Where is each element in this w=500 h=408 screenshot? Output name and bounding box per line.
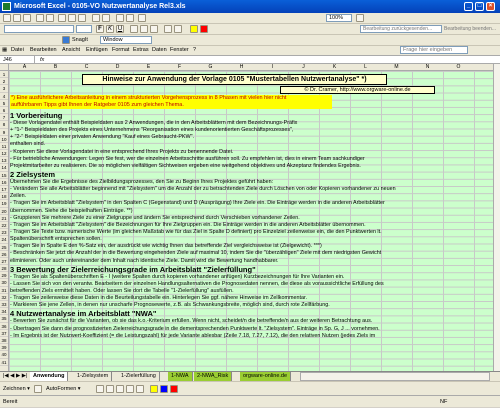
instruction-line[interactable]: betreffenden Ziels ermittelt haben. Oder lassen Sie dort die Tabelle "1-Zielerfüllung" ausfüllen. [10, 287, 234, 294]
draw-menu[interactable]: Zeichnen ▾ [3, 386, 30, 392]
title-bar [0, 0, 500, 13]
note-cell[interactable] [10, 95, 332, 109]
row-header[interactable]: 40 [1, 352, 7, 358]
instruction-line[interactable]: - Markieren Sie jene Zellen, in denen nur unscharfe Prognosewerte, z.B. als Schwankungsbreite, möglich sind, durch rote Zellfärbung. [10, 302, 330, 309]
instruction-line[interactable]: - Tragen Sie zeilenweise diese Daten in die Beurteilungstabelle ein. Hinterlegen Sie ggf. nähere Hinweise im Zellkommentar. [10, 295, 307, 302]
maximize-icon[interactable]: □ [475, 2, 484, 11]
menu-extras[interactable]: Extras [133, 47, 149, 53]
underline-icon[interactable]: U [117, 26, 123, 32]
horizontal-scrollbar[interactable] [300, 372, 490, 381]
font-name-select[interactable] [4, 25, 74, 33]
sort-icon[interactable] [126, 14, 134, 22]
tab-1-zielerfuellung[interactable]: 1-Zielerfüllung [118, 372, 160, 381]
menu-datei[interactable]: Datei [11, 47, 24, 53]
instruction-line[interactable]: - Verändern Sie alle Arbeitsblätter beginnend mit "Zielsystem" um die Anzahl der zu betrachtenden Ziele durch Löschen von oder Kopieren vorhandener zu neuen [10, 186, 396, 193]
help-question-input[interactable]: Frage hier eingeben [400, 46, 468, 54]
column-header[interactable]: A [22, 64, 27, 70]
row-header[interactable]: 14 [1, 165, 7, 171]
menu-format[interactable]: Format [112, 47, 130, 53]
formatting-toolbar [0, 24, 500, 35]
tab-1-zielsystem[interactable]: 1-Zielsystem [74, 372, 112, 381]
zoom-select[interactable]: 100% [326, 14, 352, 22]
row-header[interactable]: 6 [0, 107, 8, 114]
instruction-line[interactable]: - Für betriebliche Anwendungen: Legen Sie fest, wer die einzelnen Arbeitsschritte ausführen soll. Zu empfehlen ist, dies in einem Team sachkundiger [10, 155, 365, 162]
instruction-line[interactable]: - Im Ergebnis ist der Nutzwert-Koeffizient (= die Leistungszahl) für jede Variante ablesbar (Zeile 7.18, 7.27, 7.12), die den relativen Nutzen (jedes Ziels im [10, 332, 376, 339]
row-header[interactable]: 2 [0, 78, 8, 85]
row-header[interactable]: 28 [1, 266, 7, 272]
row-header[interactable]: 39 [1, 345, 7, 351]
hint-title-cell[interactable]: Hinweise zur Anwendung der Vorlage 0105 "Mustertabellen Nutzwertanalyse" *) [82, 74, 387, 85]
close-icon[interactable]: × [486, 2, 495, 11]
column-header[interactable]: H [239, 64, 244, 70]
autosum-icon[interactable] [116, 14, 124, 22]
instruction-line[interactable]: - Beschränken Sie jetzt die Anzahl der in die Bewertung eingehenden Ziele auf maximal 10, indem Sie die "überzähligen" Ziele mit dem niedrigsten Gewicht [10, 250, 382, 257]
standard-toolbar [0, 13, 500, 24]
menu-fenster[interactable]: Fenster [170, 47, 189, 53]
row-header[interactable]: 9 [0, 129, 8, 136]
font-size-select[interactable] [76, 25, 92, 33]
row-header[interactable]: 17 [1, 187, 7, 192]
section-heading[interactable]: 4 Nutzwertanalyse im Arbeitsblatt "NWA" [10, 309, 157, 319]
textbox-icon[interactable] [136, 385, 144, 393]
note-line: aufführbaren Tipps gibt Ihnen der Ratgeber 0105 zum gleichen Thema. [11, 102, 184, 108]
row-header[interactable]: 16 [1, 179, 7, 185]
undo-icon[interactable] [92, 14, 100, 22]
end-review-button[interactable]: Bearbeitung beenden... [444, 26, 496, 32]
instruction-line[interactable]: - Bewerten Sie zunächst für die Varianten, ob sie das k.o.-Kriterium erfüllen. Wenn nicht, scheidet/n die betreffende/n aus der weiteren Betrachtung aus. [10, 318, 373, 325]
row-header[interactable]: 31 [1, 287, 7, 293]
instruction-line[interactable]: - Übertragen Sie dann die prognostizierten Zielerreichungsgrade in die dementsprechenden Punktwerte lt. "Zielsystem". Einträge in Sp. G, J ... vornehmen. [10, 325, 380, 332]
instruction-line[interactable]: - Tragen Sie im Arbeitsblatt "Zielsystem" die Bezeichnungen für Ihre Zielgruppen ein. Die Einträge werden in die anderen Arbeitsblätter übernommen. [10, 221, 366, 228]
sheet-tab-bar [0, 371, 500, 381]
note-line: *) Eine ausführlichere Arbeitsanleitung in einem strukturierten Vorgehensprozess in 8 Phasen mit vielen hier nicht [11, 95, 287, 101]
text-color-icon[interactable] [170, 385, 178, 393]
column-header[interactable]: N [425, 64, 430, 70]
row-header[interactable]: 10 [1, 136, 7, 142]
column-header[interactable]: B [53, 64, 58, 70]
name-box[interactable]: J46 [1, 56, 35, 64]
menu-einfuegen[interactable]: Einfügen [86, 47, 108, 53]
instruction-line[interactable]: - Diese Vorlagendatei enthält Beispieldaten aus 2 Anwendungen, die in den Arbeitsblättern mit dem Bezeichnungs-Präfix [10, 120, 298, 126]
new-icon[interactable] [3, 14, 11, 22]
cut-icon[interactable] [58, 14, 66, 22]
column-header[interactable]: C [84, 64, 89, 70]
column-header[interactable]: L [364, 64, 367, 70]
excel-app-icon [2, 2, 11, 11]
column-header[interactable]: E [146, 64, 151, 70]
bold-icon[interactable]: F [96, 25, 104, 33]
select-all-corner[interactable] [0, 64, 9, 71]
section-heading[interactable]: 1 Vorbereitung [10, 111, 63, 120]
row-header[interactable]: 27 [1, 258, 7, 264]
minimize-icon[interactable]: _ [464, 2, 473, 11]
column-header[interactable]: G [208, 64, 213, 70]
section-heading[interactable]: 3 Bewertung der Zielerreichungsgrade im Arbeitsblatt "Zielerfüllung" [10, 264, 256, 274]
preview-icon[interactable] [46, 14, 54, 22]
row-header[interactable]: 36 [1, 323, 7, 329]
snagit-label[interactable]: SnagIt [72, 37, 88, 43]
help-icon[interactable] [356, 14, 364, 22]
excel-doc-icon: ▦ [2, 47, 8, 53]
status-indicator: NF [440, 399, 448, 405]
section-heading[interactable]: 2 Zielsystem [10, 169, 56, 179]
tab-orgware[interactable]: orgware-online.de [240, 372, 291, 381]
snagit-icon[interactable] [62, 36, 70, 44]
instruction-line[interactable]: enthalten sind. [10, 141, 46, 148]
align-left-icon[interactable] [130, 25, 138, 33]
row-header[interactable]: 35 [1, 316, 7, 322]
row-header[interactable]: 26 [1, 251, 7, 257]
line-icon[interactable] [96, 385, 104, 393]
formula-bar [0, 55, 500, 64]
rectangle-icon[interactable] [116, 385, 124, 393]
percent-icon[interactable] [174, 25, 182, 33]
row-header[interactable]: 23 [1, 230, 7, 236]
row-header[interactable]: 41 [1, 359, 7, 365]
row-header[interactable]: 30 [1, 280, 7, 286]
copy-icon[interactable] [68, 14, 76, 22]
instruction-line[interactable]: - Tragen Sie im Arbeitsblatt "Zielsystem" in den Spalten C (Gegenstand) und D (Ausprägung) Ihre Ziele ein. Die Einträge werden in die anderen Arbeitsblätter [10, 200, 385, 207]
font-color-icon[interactable] [200, 25, 208, 33]
arrow-icon[interactable] [106, 385, 114, 393]
oval-icon[interactable] [126, 385, 134, 393]
fx-icon[interactable]: fx [40, 57, 45, 63]
italic-icon[interactable]: K [107, 26, 112, 32]
row-header[interactable]: 5 [0, 100, 8, 107]
row-header[interactable]: 24 [1, 237, 7, 243]
tab-nav-arrows[interactable]: |◀ ◀ ▶ ▶| [3, 373, 28, 379]
column-header[interactable]: O [456, 64, 461, 70]
menu-ansicht[interactable]: Ansicht [62, 47, 81, 53]
instruction-line[interactable]: Übernehmen Sie die Ergebnisse des Zielbildungsprozesses, den Sie zu Beginn Ihres Projektes geführt haben: [10, 178, 274, 185]
row-header[interactable]: 37 [1, 330, 7, 336]
instruction-line[interactable]: Projektmitarbeiter zu realisieren. Die so möglichen vielfältigen Sichtweisen ergeben eine weitgehend objektives und Akzeptanz findendes Ergebnis. [10, 162, 361, 169]
instruction-line[interactable]: übernommen. Siehe die beispielhaften Einträge. **) [10, 207, 133, 214]
instruction-line[interactable]: - Kopieren Sie diese Vorlagendatei in eine entsprechend Ihres Projekts zu benennende Datei. [10, 148, 234, 155]
window-title: Microsoft Excel - 0105-VO Nutzwertanalyse Rel3.xls [14, 3, 186, 10]
menu-help[interactable]: ? [193, 47, 197, 53]
status-bar [0, 395, 500, 407]
instruction-line[interactable]: Spaltenüberschrift entsprechen sollen. [10, 236, 102, 243]
column-header[interactable]: M [394, 64, 399, 70]
row-header[interactable]: 1 [0, 71, 8, 78]
row-header[interactable]: 11 [1, 143, 7, 149]
vertical-scrollbar[interactable] [493, 64, 500, 371]
column-header[interactable]: F [177, 64, 182, 70]
row-header[interactable]: 19 [1, 201, 7, 207]
line-color-icon[interactable] [160, 385, 168, 393]
instruction-line[interactable]: - Tragen Sie als Spaltenüberschriften E - I (weitere Spalten durch kopieren vorhandener anfügen) Kurzbezeichnungen für Ihre Varianten ein. [10, 273, 345, 280]
tab-anwendung[interactable]: Anwendung [30, 372, 68, 381]
copyright-cell[interactable]: © Dr. Cramer, http://www.orgware-online.de [280, 86, 435, 94]
instruction-line[interactable]: Zeilen. [10, 193, 27, 200]
row-header[interactable]: 32 [1, 294, 7, 300]
fill-color-draw-icon[interactable] [150, 385, 158, 393]
menu-daten[interactable]: Daten [152, 47, 167, 53]
row-header[interactable]: 18 [1, 194, 7, 200]
row-header[interactable]: 22 [1, 222, 7, 228]
autoforms-menu[interactable]: AutoFormen ▾ [46, 386, 81, 392]
row-header[interactable]: 33 [1, 302, 7, 307]
row-header[interactable]: 3 [0, 85, 8, 92]
snagit-mode-select[interactable]: Window [100, 36, 152, 44]
instruction-line[interactable]: - Lassen Sie sich von den verantw. Bearbeitern der einzelnen Handlungsalternativen die Prognosedaten nennen, die diese als voraussichtliche Erfüllung des [10, 280, 384, 287]
instruction-line[interactable]: - Gruppieren Sie mehrere Ziele zu einer Zielgruppe und ändern Sie entsprechend durch Verschieben vorhandener Zeilen. [10, 214, 300, 221]
row-header[interactable]: 8 [0, 121, 8, 128]
open-icon[interactable] [13, 14, 21, 22]
row-header[interactable]: 4 [0, 93, 8, 100]
chart-icon[interactable] [138, 14, 146, 22]
row-header[interactable]: 13 [1, 158, 7, 164]
review-status[interactable]: Bearbeitung zurückgesenden... [360, 25, 442, 33]
column-headers [0, 64, 500, 71]
fill-color-icon[interactable] [190, 25, 198, 33]
redo-icon[interactable] [102, 14, 110, 22]
snagit-toolbar [0, 35, 500, 46]
row-header[interactable]: 15 [1, 172, 7, 178]
row-header[interactable]: 38 [1, 337, 7, 343]
select-pointer-icon[interactable] [34, 385, 42, 393]
instruction-line[interactable]: - Tragen Sie Texte bzw. numerische Werte (im gleichen Maßstab wie für das Ziel in Spalte D definiert) pro Einzelziel zeilenweise ein, die den Punktwerten lt. [10, 228, 382, 235]
align-right-icon[interactable] [150, 25, 158, 33]
row-header[interactable]: 21 [1, 215, 7, 221]
instruction-line[interactable]: - Tragen Sie in Spalte E den %-Satz ein, der ausdrückt wie wichtig Ihnen das betreffende Ziel vergleichsweise ist (Zielgewicht). ***) [10, 243, 322, 250]
column-header[interactable]: I [271, 64, 274, 70]
drawing-toolbar [0, 381, 500, 395]
instruction-line[interactable]: eliminieren. Oder auch untereinander dem Inhalt nach identische Ziele. Damit wird die Bewertung handhabbarer. [10, 257, 279, 264]
column-header[interactable]: J [302, 64, 305, 70]
currency-icon[interactable] [164, 25, 172, 33]
row-headers [0, 71, 9, 371]
save-icon[interactable] [23, 14, 31, 22]
row-header[interactable]: 25 [1, 244, 7, 250]
column-header[interactable]: K [332, 64, 337, 70]
instruction-text [10, 111, 490, 371]
tab-2-nwa-risk[interactable]: 2-NWA_Risk [194, 372, 232, 381]
menu-bearbeiten[interactable]: Bearbeiten [30, 47, 57, 53]
paste-icon[interactable] [78, 14, 86, 22]
align-center-icon[interactable] [140, 25, 148, 33]
row-header[interactable]: 12 [1, 151, 7, 157]
row-header[interactable]: 20 [1, 208, 7, 214]
row-header[interactable]: 34 [1, 309, 7, 315]
tab-1-nwa[interactable]: 1-NWA [168, 372, 193, 381]
status-text: Bereit [3, 399, 18, 405]
instruction-line[interactable]: + "1-" Beispieldaten des Projekts eines Unternehmens "Reorganisation eines kundenorientierten Geschäftsprozesses", [10, 127, 294, 134]
menu-bar [0, 46, 500, 55]
print-icon[interactable] [36, 14, 44, 22]
row-header[interactable]: 29 [1, 273, 7, 279]
instruction-line[interactable]: + "2-" Beispieldaten einer privaten Anwendung "Kauf eines Gebraucht-PKW". [10, 134, 195, 141]
row-header[interactable]: 7 [0, 114, 8, 121]
column-header[interactable]: D [115, 64, 120, 70]
